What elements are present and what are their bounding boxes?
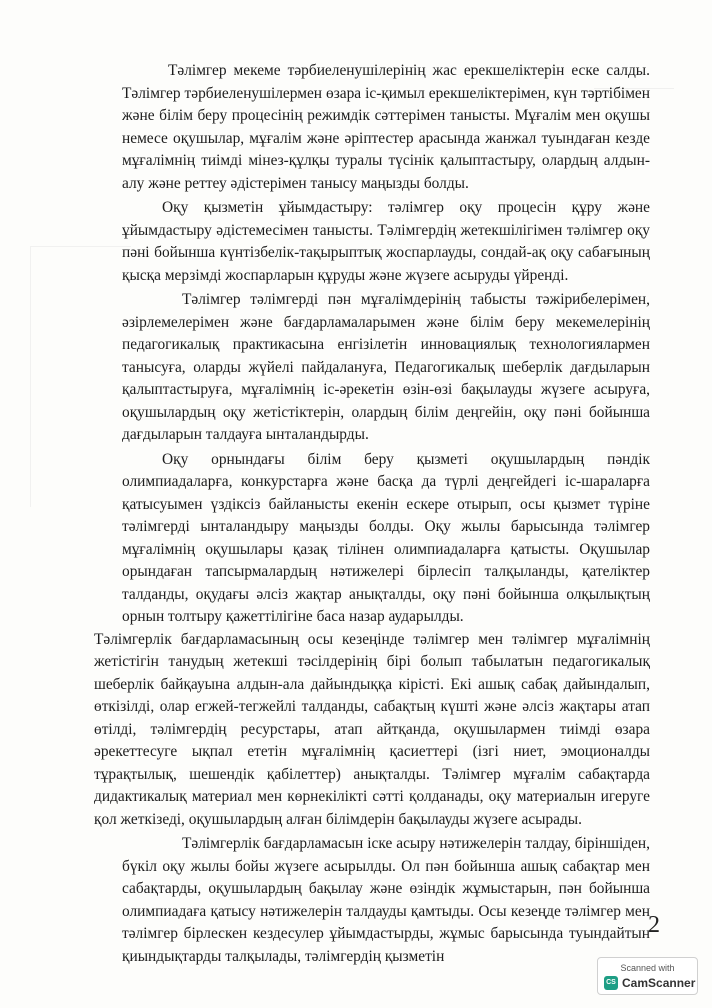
watermark-name: CamScanner — [622, 976, 696, 990]
bleed-through-table — [30, 246, 131, 507]
camscanner-watermark — [597, 957, 698, 995]
paragraph-3: Тәлімгер тәлімгерді пән мұғалімдерінің табысты тәжірибелерімен, әзірлемелерімен және бағдарламаларымен және білім беру мекемелерінің педагогикалық практикасына енгізілетін инновациялық технологиялармен танысуға, оларды жүйелі пайдалануға, Педагогикалық шеберлік дағдыларын қалыптастыруға, мұғалімнің іс-әрекетін өзін-өзі бақылауды жүзеге асыруға, оқушылардың оқу жетістіктерін, олардың білім деңгейін, оқу пәні бойынша дағдыларын талдауға ынталандырды. — [122, 291, 650, 443]
camscanner-logo-icon: CS — [604, 976, 618, 990]
paragraph-1: Тәлімгер мекеме тәрбиеленушілерінің жас ерекшеліктерін еске салды. Тәлімгер тәрбиеленушілермен өзара іс-қимыл ерекшеліктерімен, күн тәртібімен және білім беру процесінің режимдік сәттерімен танысты. Мұғалім мен оқушы немесе оқушылар, мұғалім және әріптестер арасында жанжал туындаған кезде мұғалімнің тиімді мінез-құлқы туралы түсінік қалыптастыру, олардың алдын-алу және реттеу әдістерімен танысу маңызды болды. — [122, 62, 650, 192]
paragraph-6: Тәлімгерлік бағдарламасын іске асыру нәтижелерін талдау, біріншіден, бүкіл оқу жылы бойы жүзеге асырылды. Ол пән бойынша ашық сабақтар мен сабақтарды, оқушылардың бақылау және өзіндік жұмыстарын, пән бойынша олимпиадаға қатысу нәтижелерін талдауды қамтыды. Осы кезеңде тәлімгер мен тәлімгер бірлескен кездесулер ұйымдастырды, жұмыс барысында туындайтын қиындықтарды талқылады, тәлімгердің қызметін — [122, 835, 650, 965]
paragraph-5: Тәлімгерлік бағдарламасының осы кезеңінде тәлімгер мен тәлімгер мұғалімнің жетістігін танудың жетекші тәсілдерінің бірі болып табылатын педагогикалық шеберлік байқауына алдын-ала дайындыққа кірісті. Екі ашық сабақ дайындалып, өткізілді, олар егжей-тегжейлі талданды, сабақтың күшті және әлсіз жақтары атап өтілді, тәлімгердің ресурстары, атап айтқанда, оқушылармен тиімді өзара әрекеттесуге ықпал ететін мұғалімнің қасиеттері (ізгі ниет, эмоционалды тұрақтылық, шешендік қабілеттер) анықталды. Тәлімгер мұғалім сабақтарда дидактикалық материал мен көрнекілікті сәтті қолданады, оқу материалын игеруге қол жеткізеді, оқушылардың алған білімдерін бақылауды жүзеге асырады. — [94, 630, 650, 828]
document-body — [94, 60, 650, 968]
page-number: 2 — [648, 912, 660, 938]
watermark-caption: Scanned with — [620, 963, 675, 973]
paragraph-2: Оқу қызметін ұйымдастыру: тәлімгер оқу процесін құру және ұйымдастыру әдістемесімен танысты. Тәлімгердің жетекшілігімен тәлімгер оқу пәні бойынша күнтізбелік-тақырыптық жоспарлауды, сондай-ақ оқу сабағының қысқа мерзімді жоспарларын құруды және жүзеге асыруды үйренді. — [122, 199, 650, 284]
watermark-brand — [604, 976, 695, 990]
paragraph-4: Оқу орнындағы білім беру қызметі оқушылардың пәндік олимпиадаларға, конкурстарға және басқа да түрлі деңгейдегі іс-шараларға қатысуымен үздіксіз байланысты екенін ескере отырып, осы қызмет түріне тәлімгерді ынталандыру маңызды болды. Оқу жылы барысында тәлімгер мұғалімнің оқушылары қазақ тілінен олимпиадаларға қатысты. Оқушылар орындаған тапсырмалардың нәтижелері бірлесіп талқыланды, қателіктер талданды, оқудағы әлсіз жақтар анықталды, оқу пәні бойынша олқылықтың орнын толтыру қажеттілігіне баса назар аударылды. — [122, 450, 650, 625]
